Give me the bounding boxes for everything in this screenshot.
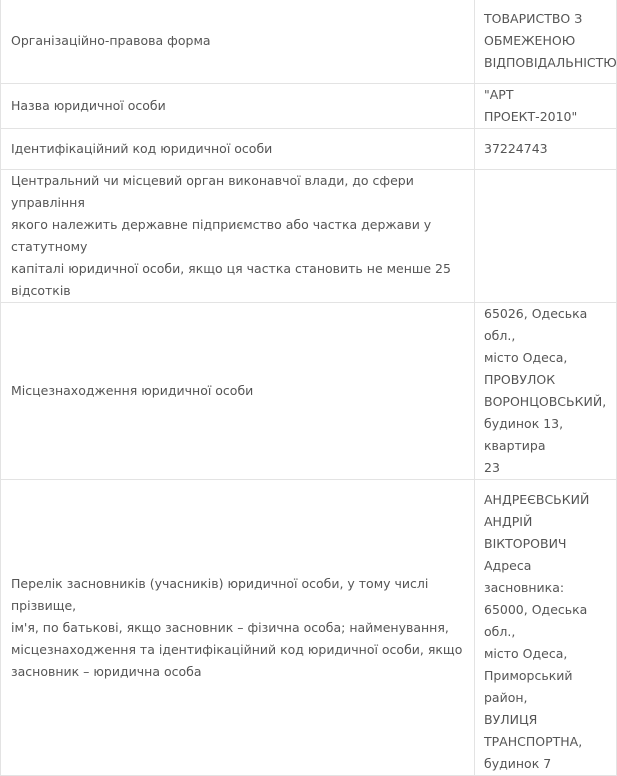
row-value-governing-authority [475,170,617,303]
row-value-identification-code: 37224743 [475,129,617,170]
row-value-founders: АНДРЕЄВСЬКИЙ АНДРІЙ ВІКТОРОВИЧ Адреса засновника: 65000, Одеська обл., місто Одеса, Приморський район, ВУЛИЦЯ ТРАНСПОРТНА, будинок 7 [475,480,617,776]
table-row [1,303,617,480]
row-label-entity-name: Назва юридичної особи [1,84,475,129]
row-value-legal-form: ТОВАРИСТВО З ОБМЕЖЕНОЮ ВІДПОВІДАЛЬНІСТЮ [475,0,617,84]
table-row [1,129,617,170]
row-label-founders: Перелік засновників (учасників) юридичної особи, у тому числі прізвище, ім'я, по батькові, якщо засновник – фізична особа; найменування, місцезнаходження та ідентифікаційний код юридичної особи, якщо засновник – юридична особа [1,480,475,776]
table-row [1,480,617,776]
row-label-identification-code: Ідентифікаційний код юридичної особи [1,129,475,170]
row-label-governing-authority: Центральний чи місцевий орган виконавчої влади, до сфери управління якого належить державне підприємство або частка держави у статутному капіталі юридичної особи, якщо ця частка становить не менше 25 відсотків [1,170,475,303]
table-row [1,84,617,129]
table-row [1,170,617,303]
row-value-location: 65026, Одеська обл., місто Одеса, ПРОВУЛОК ВОРОНЦОВСЬКИЙ, будинок 13, квартира 23 [475,303,617,480]
row-value-entity-name: "АРТ ПРОЕКТ-2010" [475,84,617,129]
row-label-location: Місцезнаходження юридичної особи [1,303,475,480]
row-label-legal-form: Організаційно-правова форма [1,0,475,84]
table-row [1,0,617,84]
